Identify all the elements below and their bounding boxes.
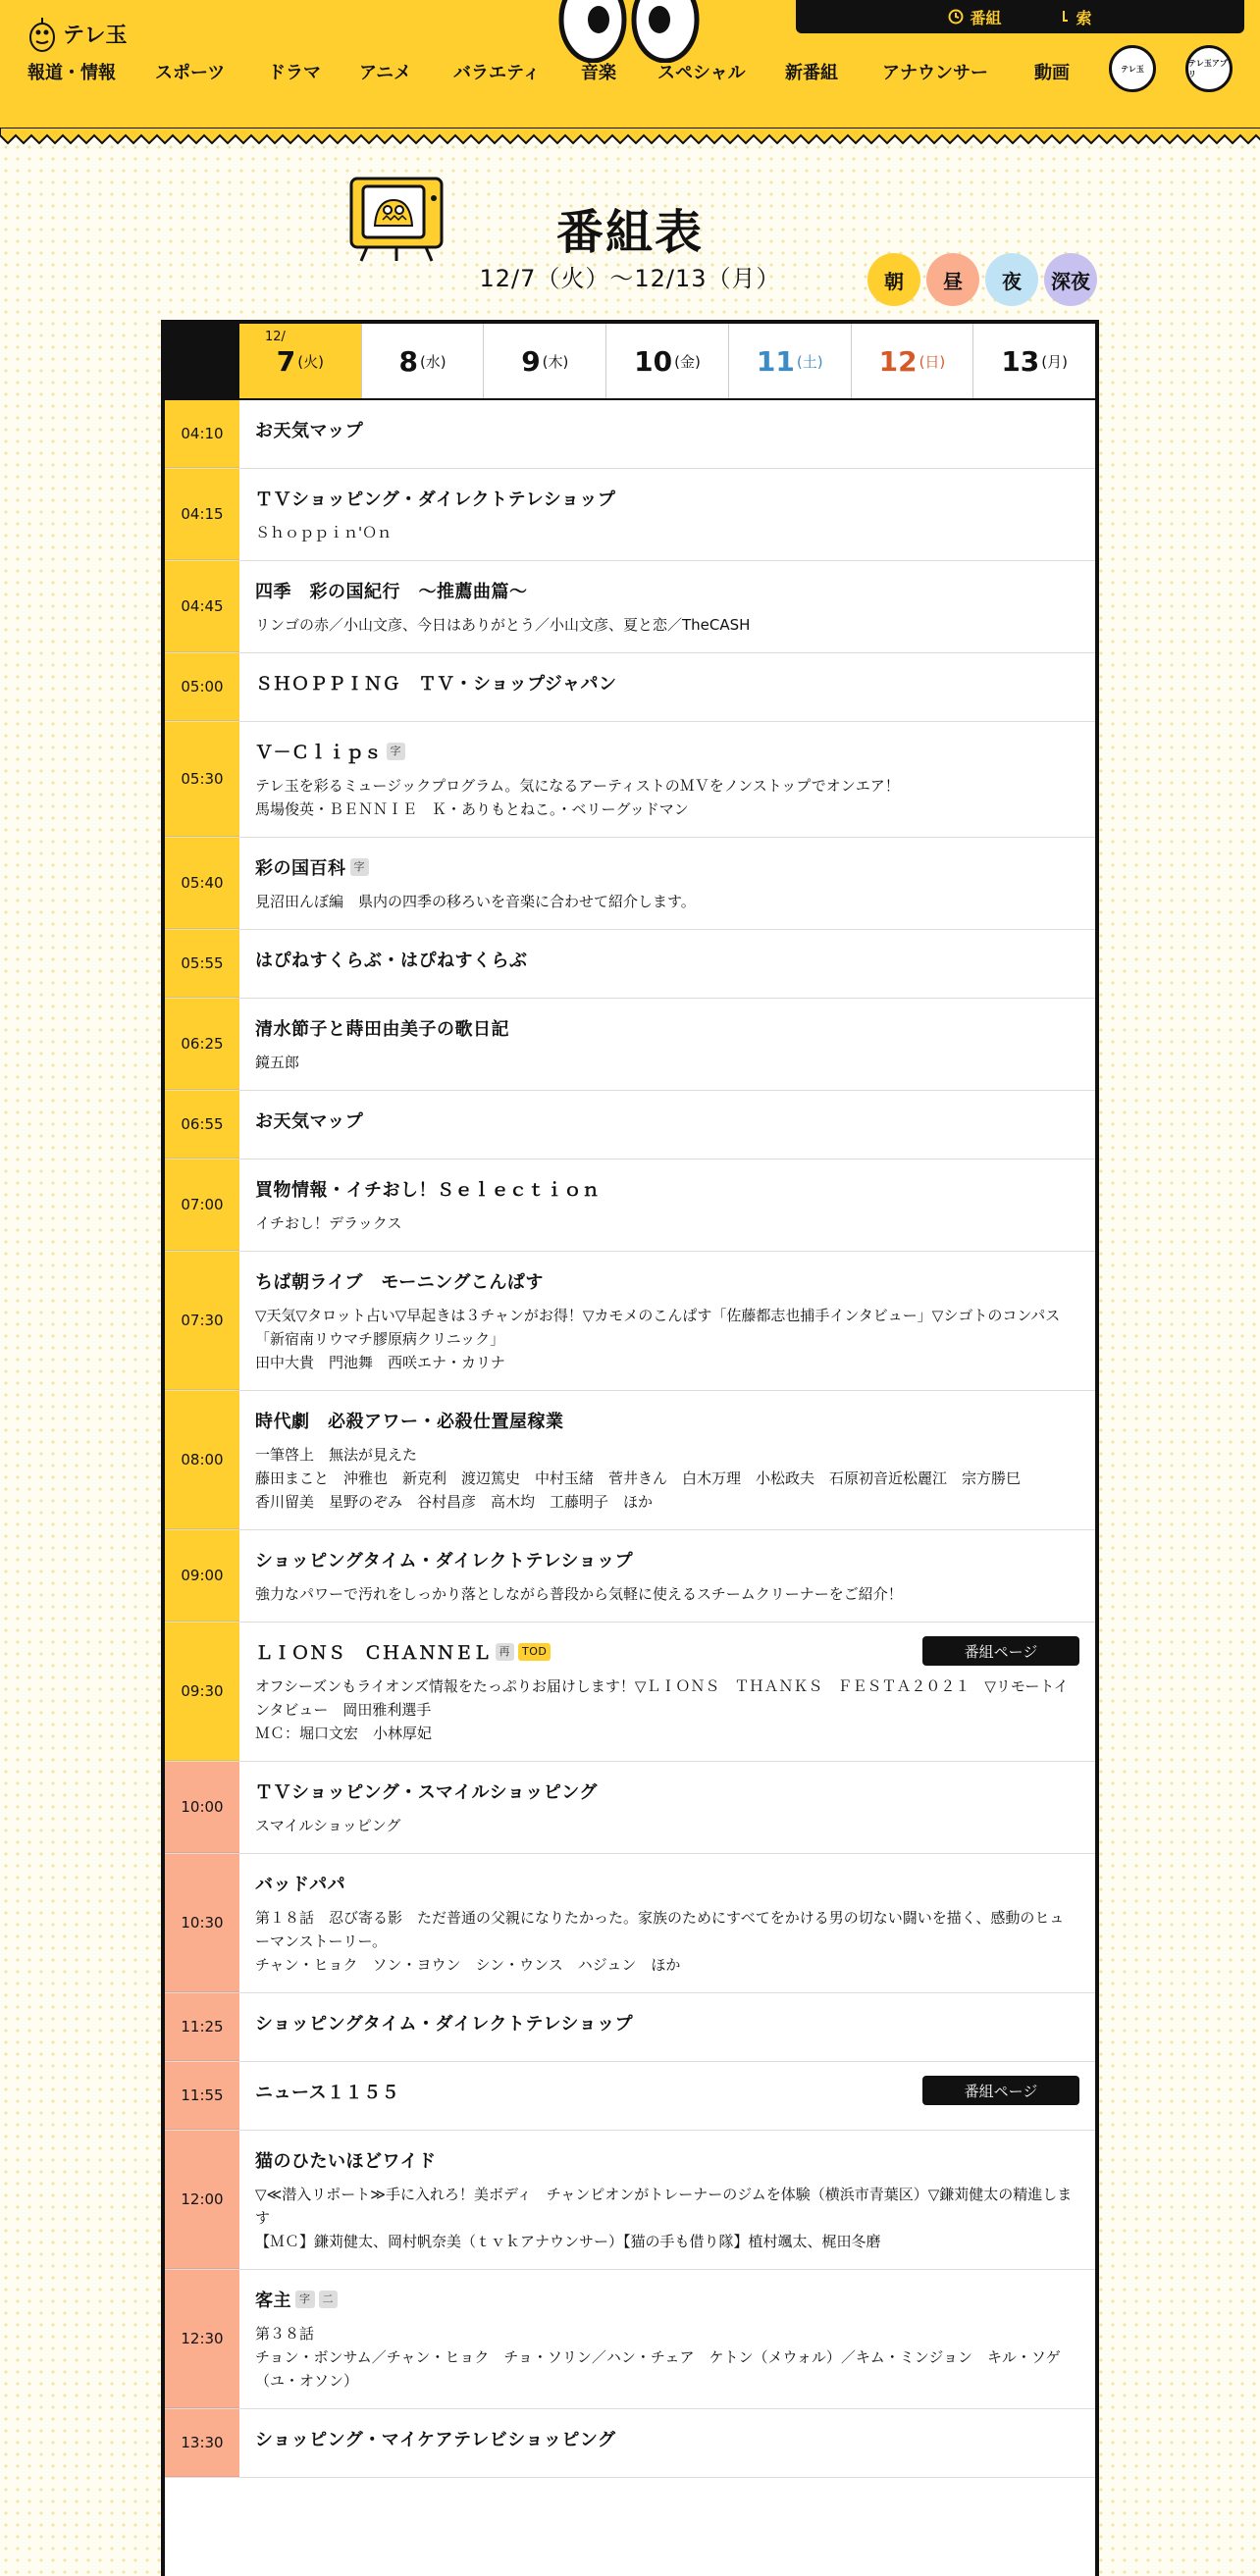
program-time: 09:00 xyxy=(165,1530,239,1622)
program-title-line xyxy=(255,1176,1077,1202)
program-description xyxy=(255,1304,1077,1374)
program-time: 10:00 xyxy=(165,1762,239,1853)
program-time: 06:55 xyxy=(165,1091,239,1159)
tod-late-night-button[interactable]: 深夜 xyxy=(1044,253,1097,306)
program-title-line xyxy=(255,854,1077,880)
program-body xyxy=(239,1530,1095,1622)
program-row[interactable] xyxy=(165,1391,1095,1530)
teletama-mascot-icon xyxy=(27,14,57,53)
program-time: 12:00 xyxy=(165,2131,239,2269)
page-title: 番組表 xyxy=(555,205,704,260)
program-title-line xyxy=(255,739,1077,764)
program-time: 04:15 xyxy=(165,469,239,560)
day-tab[interactable] xyxy=(362,324,485,398)
day-tab-weekday: (火) xyxy=(297,352,324,371)
program-row[interactable] xyxy=(165,722,1095,838)
day-tab-weekday: (水) xyxy=(419,352,446,371)
program-description-line: テレ玉を彩るミュージックプログラム。気になるアーティストのＭＶをノンストップでオンエア！ xyxy=(255,777,900,795)
app-badge-icon[interactable]: テレ玉アプリ xyxy=(1185,45,1233,92)
program-description xyxy=(255,1051,1077,1074)
site-logo[interactable] xyxy=(27,14,128,53)
program-description-line: チョン・ボンサム／チャン・ヒョク チョ・ソリン／ハン・チェア ケトン（メウォル）／キム・ミンジョン キル・ソゲ（ユ・オソン） xyxy=(255,2348,1061,2390)
program-title[interactable]: 四季 彩の国紀行 ～推薦曲篇～ xyxy=(255,582,528,602)
program-title[interactable]: ショッピングタイム・ダイレクトテレショップ xyxy=(255,2014,634,2035)
day-tab-date: 8 xyxy=(398,344,418,378)
program-body xyxy=(239,999,1095,1090)
program-description-line: 藤田まこと 沖雅也 新克利 渡辺篤史 中村玉緒 菅井きん 白木万理 小松政夫 石原初音近松麗江 宗方勝巳 xyxy=(255,1469,1022,1487)
site-header xyxy=(0,0,1260,137)
program-description-line: 見沼田んぼ編 県内の四季の移ろいを音楽に合わせて紹介します。 xyxy=(255,893,696,910)
program-description-line: ＭＣ：堀口文宏 小林厚妃 xyxy=(255,1725,433,1742)
program-time: 06:25 xyxy=(165,999,239,1090)
program-row[interactable] xyxy=(165,1854,1095,1993)
program-title[interactable]: 清水節子と蒔田由美子の歌日記 xyxy=(255,1019,509,1040)
day-tab-date: 9 xyxy=(521,344,541,378)
program-body xyxy=(239,1623,1095,1761)
program-title-line xyxy=(255,1015,1077,1041)
program-title-line xyxy=(255,670,1077,696)
program-title[interactable]: ショッピングタイム・ダイレクトテレショップ xyxy=(255,1551,634,1571)
search-link[interactable] xyxy=(1061,6,1092,28)
day-tab-weekday: (土) xyxy=(796,352,823,371)
program-row[interactable] xyxy=(165,838,1095,930)
program-description-line: Ｓｈｏｐｐｉｎ'Ｏｎ xyxy=(255,524,393,541)
nav-item-news[interactable]: 報道・情報 xyxy=(27,63,116,83)
tod-night-button[interactable]: 夜 xyxy=(985,253,1038,306)
nav-item-anime[interactable]: アニメ xyxy=(359,63,412,83)
day-tab-date: 10 xyxy=(634,344,673,378)
program-row[interactable] xyxy=(165,1091,1095,1159)
program-title-line xyxy=(255,417,1077,442)
program-time: 11:55 xyxy=(165,2062,239,2130)
program-title[interactable]: Ｖ－Ｃｌｉｐｓ xyxy=(255,743,383,763)
program-description-line: 強力なパワーで汚れをしっかり落としながら普段から気軽に使えるスチームクリーナーをご紹介！ xyxy=(255,1585,903,1603)
program-description xyxy=(255,2183,1077,2253)
day-tab[interactable] xyxy=(852,324,974,398)
program-body xyxy=(239,1159,1095,1251)
header-badges xyxy=(1109,45,1233,92)
program-row[interactable] xyxy=(165,400,1095,469)
program-description-line: 【ＭＣ】鎌苅健太、岡村帆奈美（ｔｖｋアナウンサー）【猫の手も借り隊】植村颯太、梶田冬磨 xyxy=(255,2233,881,2250)
program-title-line xyxy=(255,1778,1077,1804)
day-tab[interactable] xyxy=(239,324,362,398)
program-row[interactable] xyxy=(165,2409,1095,2478)
program-title-line xyxy=(255,2147,1077,2173)
program-body xyxy=(239,2062,1095,2130)
program-description-line: スマイルショッピング xyxy=(255,1817,401,1834)
program-time: 05:30 xyxy=(165,722,239,837)
search-link-label: 索 xyxy=(1076,8,1092,27)
program-badge: 字 xyxy=(350,858,370,876)
day-tab-weekday: (木) xyxy=(542,352,569,371)
program-badge: TOD xyxy=(518,1643,551,1661)
day-tab-month: 12/ xyxy=(265,330,286,344)
program-description-line: 馬場俊英・ＢＥＮＮＩＥ Ｋ・ありもとねこ。・ベリーグッドマン xyxy=(255,800,689,818)
nav-item-new-programs[interactable]: 新番組 xyxy=(785,63,838,83)
program-title[interactable]: ニュース１１５５ xyxy=(255,2083,400,2103)
program-time: 10:30 xyxy=(165,1854,239,1992)
program-row[interactable] xyxy=(165,1159,1095,1252)
program-title[interactable]: ＴＶショッピング・ダイレクトテレショップ xyxy=(255,489,616,510)
program-title-line xyxy=(255,2010,1077,2035)
program-title-line xyxy=(255,1408,1077,1433)
program-grid xyxy=(161,320,1099,2576)
tod-morning-button[interactable]: 朝 xyxy=(867,253,920,306)
program-badge: 字 xyxy=(387,743,406,760)
program-row[interactable] xyxy=(165,561,1095,653)
header-zigzag-edge xyxy=(0,128,1260,145)
program-time: 05:55 xyxy=(165,930,239,998)
teletama-badge-icon[interactable]: テレ玉 xyxy=(1109,45,1156,92)
program-time: 07:30 xyxy=(165,1252,239,1390)
top-utility-bar xyxy=(796,0,1244,33)
program-description-line: 田中大貴 門池舞 西咲エナ・カリナ xyxy=(255,1354,505,1371)
program-time: 05:00 xyxy=(165,653,239,721)
program-row[interactable] xyxy=(165,2062,1095,2131)
program-title-line xyxy=(255,2426,1077,2451)
program-row[interactable] xyxy=(165,1252,1095,1391)
nav-item-announcers[interactable]: アナウンサー xyxy=(882,63,988,83)
program-time: 04:10 xyxy=(165,400,239,468)
program-title-line xyxy=(255,578,1077,603)
program-row[interactable] xyxy=(165,1993,1095,2062)
program-time: 12:30 xyxy=(165,2270,239,2408)
day-tab-date: 7 xyxy=(276,344,296,378)
program-title[interactable]: ＬＩＯＮＳ ＣＨＡＮＮＥＬ xyxy=(255,1643,492,1664)
day-tab-weekday: (日) xyxy=(919,352,946,371)
program-body xyxy=(239,653,1095,721)
program-title-line xyxy=(255,1547,1077,1572)
program-body xyxy=(239,930,1095,998)
day-tab-date: 13 xyxy=(1001,344,1040,378)
program-title-line xyxy=(255,1268,1077,1294)
program-row[interactable] xyxy=(165,930,1095,999)
program-badge: 二 xyxy=(319,2291,339,2308)
clock-icon xyxy=(948,9,964,25)
program-row[interactable] xyxy=(165,999,1095,1091)
program-time: 04:45 xyxy=(165,561,239,652)
nav-item-videos[interactable]: 動画 xyxy=(1034,63,1070,83)
program-time: 09:30 xyxy=(165,1623,239,1761)
day-tab[interactable] xyxy=(973,324,1095,398)
program-description-line: オフシーズンもライオンズ情報をたっぷりお届けします！▽ＬＩＯＮＳ ＴＨＡＮＫＳ ＦＥＳＴＡ２０２１ ▽リモートインタビュー 岡田雅利選手 xyxy=(255,1677,1069,1719)
program-title[interactable]: バッドパパ xyxy=(255,1875,346,1895)
program-time: 13:30 xyxy=(165,2409,239,2477)
program-description xyxy=(255,2322,1077,2393)
program-row[interactable] xyxy=(165,1623,1095,1762)
program-body xyxy=(239,838,1095,929)
program-body xyxy=(239,1762,1095,1853)
program-description xyxy=(255,1582,1077,1606)
program-description-line: イチおし！デラックス xyxy=(255,1214,402,1232)
program-title[interactable]: お天気マップ xyxy=(255,1111,364,1132)
program-title[interactable]: ショッピング・マイケアテレビショッピング xyxy=(255,2430,616,2450)
program-title-line xyxy=(255,1108,1077,1133)
mascot-eyes-icon xyxy=(555,0,703,63)
search-icon xyxy=(1061,9,1071,25)
nav-item-variety[interactable]: バラエティ xyxy=(453,63,541,83)
day-tab-date: 11 xyxy=(756,344,795,378)
grid-corner xyxy=(165,324,239,398)
program-title[interactable]: 彩の国百科 xyxy=(255,858,346,879)
program-row[interactable] xyxy=(165,2131,1095,2270)
program-title[interactable]: 買物情報・イチおし！Ｓｅｌｅｃｔｉｏｎ xyxy=(255,1180,601,1201)
program-title-line xyxy=(255,947,1077,972)
program-badge: 再 xyxy=(496,1643,515,1661)
program-description xyxy=(255,521,1077,544)
program-body xyxy=(239,1993,1095,2061)
logo-text: テレ玉 xyxy=(63,23,128,48)
program-title-line xyxy=(255,1871,1077,1896)
program-page-button[interactable]: 番組ページ xyxy=(922,1636,1079,1666)
program-body xyxy=(239,2270,1095,2408)
day-tab-weekday: (月) xyxy=(1041,352,1069,371)
program-title[interactable]: 時代劇 必殺アワー・必殺仕置屋稼業 xyxy=(255,1412,564,1432)
program-body xyxy=(239,722,1095,837)
program-description-line: 第１８話 忍び寄る影 ただ普通の父親になりたかった。家族のためにすべてをかける男の切ない闘いを描く、感動のヒューマンストーリー。 xyxy=(255,1909,1065,1950)
program-description-line: ▽天気▽タロット占い▽早起きは３チャンがお得！▽カモメのこんぱす「佐藤都志也捕手インタビュー」▽シゴトのコンパス「新宿南リウマチ膠原病クリニック」 xyxy=(255,1307,1061,1348)
program-description xyxy=(255,1674,1077,1745)
day-tab-date: 12 xyxy=(878,344,918,378)
program-title-line xyxy=(255,2287,1077,2312)
day-tab[interactable] xyxy=(606,324,729,398)
program-title[interactable]: ＴＶショッピング・スマイルショッピング xyxy=(255,1782,598,1803)
program-description-line: リンゴの赤／小山文彦、今日はありがとう／小山文彦、夏と恋／TheCASH xyxy=(255,616,751,634)
nav-item-special[interactable]: スペシャル xyxy=(657,63,746,83)
program-description-line: 一筆啓上 無法が見えた xyxy=(255,1446,418,1464)
program-title[interactable]: はぴねすくらぶ・はぴねすくらぶ xyxy=(255,951,528,971)
program-title[interactable]: お天気マップ xyxy=(255,421,364,441)
program-description xyxy=(255,1211,1077,1235)
nav-item-music[interactable]: 音楽 xyxy=(581,63,616,83)
program-description-line: 第３８話 xyxy=(255,2325,315,2343)
program-row[interactable] xyxy=(165,1762,1095,1854)
nav-item-drama[interactable]: ドラマ xyxy=(268,63,321,83)
program-time: 08:00 xyxy=(165,1391,239,1529)
program-time: 11:25 xyxy=(165,1993,239,2061)
nav-item-sports[interactable]: スポーツ xyxy=(155,63,226,83)
program-body xyxy=(239,561,1095,652)
program-row[interactable] xyxy=(165,2270,1095,2409)
program-title-line xyxy=(255,486,1077,511)
day-tab-weekday: (金) xyxy=(674,352,701,371)
program-list xyxy=(165,400,1095,2478)
program-time: 07:00 xyxy=(165,1159,239,1251)
tod-noon-button[interactable]: 昼 xyxy=(926,253,979,306)
program-body xyxy=(239,1391,1095,1529)
program-time: 05:40 xyxy=(165,838,239,929)
program-title[interactable]: ちば朝ライブ モーニングこんぱす xyxy=(255,1272,544,1293)
program-body xyxy=(239,1252,1095,1390)
program-row[interactable] xyxy=(165,1530,1095,1623)
day-tab[interactable] xyxy=(484,324,606,398)
program-description xyxy=(255,1906,1077,1977)
program-body xyxy=(239,1854,1095,1992)
program-badge: 字 xyxy=(295,2291,315,2308)
program-description-line: チャン・ヒョク ソン・ヨウン シン・ウンス ハジュン ほか xyxy=(255,1956,681,1974)
program-title[interactable]: 客主 xyxy=(255,2291,291,2311)
program-row[interactable] xyxy=(165,469,1095,561)
program-description xyxy=(255,1443,1077,1514)
program-title[interactable]: ＳＨＯＰＰＩＮＧ ＴＶ・ショップジャパン xyxy=(255,674,617,695)
program-body xyxy=(239,2131,1095,2269)
global-nav xyxy=(27,59,1093,84)
schedule-link-label: 番組 xyxy=(970,8,1002,27)
program-description-line: 香川留美 星野のぞみ 谷村昌彦 高木均 工藤明子 ほか xyxy=(255,1493,654,1511)
program-body xyxy=(239,1091,1095,1159)
program-description xyxy=(255,890,1077,913)
program-description-line: ▽≪潜入リポート≫手に入れろ！美ボディ チャンピオンがトレーナーのジムを体験（横浜市青葉区）▽鎌苅健太の精進します xyxy=(255,2186,1073,2227)
program-body xyxy=(239,400,1095,468)
program-description xyxy=(255,613,1077,637)
program-row[interactable] xyxy=(165,653,1095,722)
date-range: 12/7（火）〜12/13（月） xyxy=(479,265,781,292)
program-body xyxy=(239,2409,1095,2477)
program-page-button[interactable]: 番組ページ xyxy=(922,2076,1079,2105)
program-description-line: 鏡五郎 xyxy=(255,1054,300,1071)
program-description xyxy=(255,774,1077,821)
day-tabs xyxy=(165,324,1095,400)
program-title[interactable]: 猫のひたいほどワイド xyxy=(255,2151,437,2172)
program-description xyxy=(255,1814,1077,1837)
schedule-link[interactable] xyxy=(948,6,1001,28)
program-body xyxy=(239,469,1095,560)
day-tab[interactable] xyxy=(729,324,852,398)
